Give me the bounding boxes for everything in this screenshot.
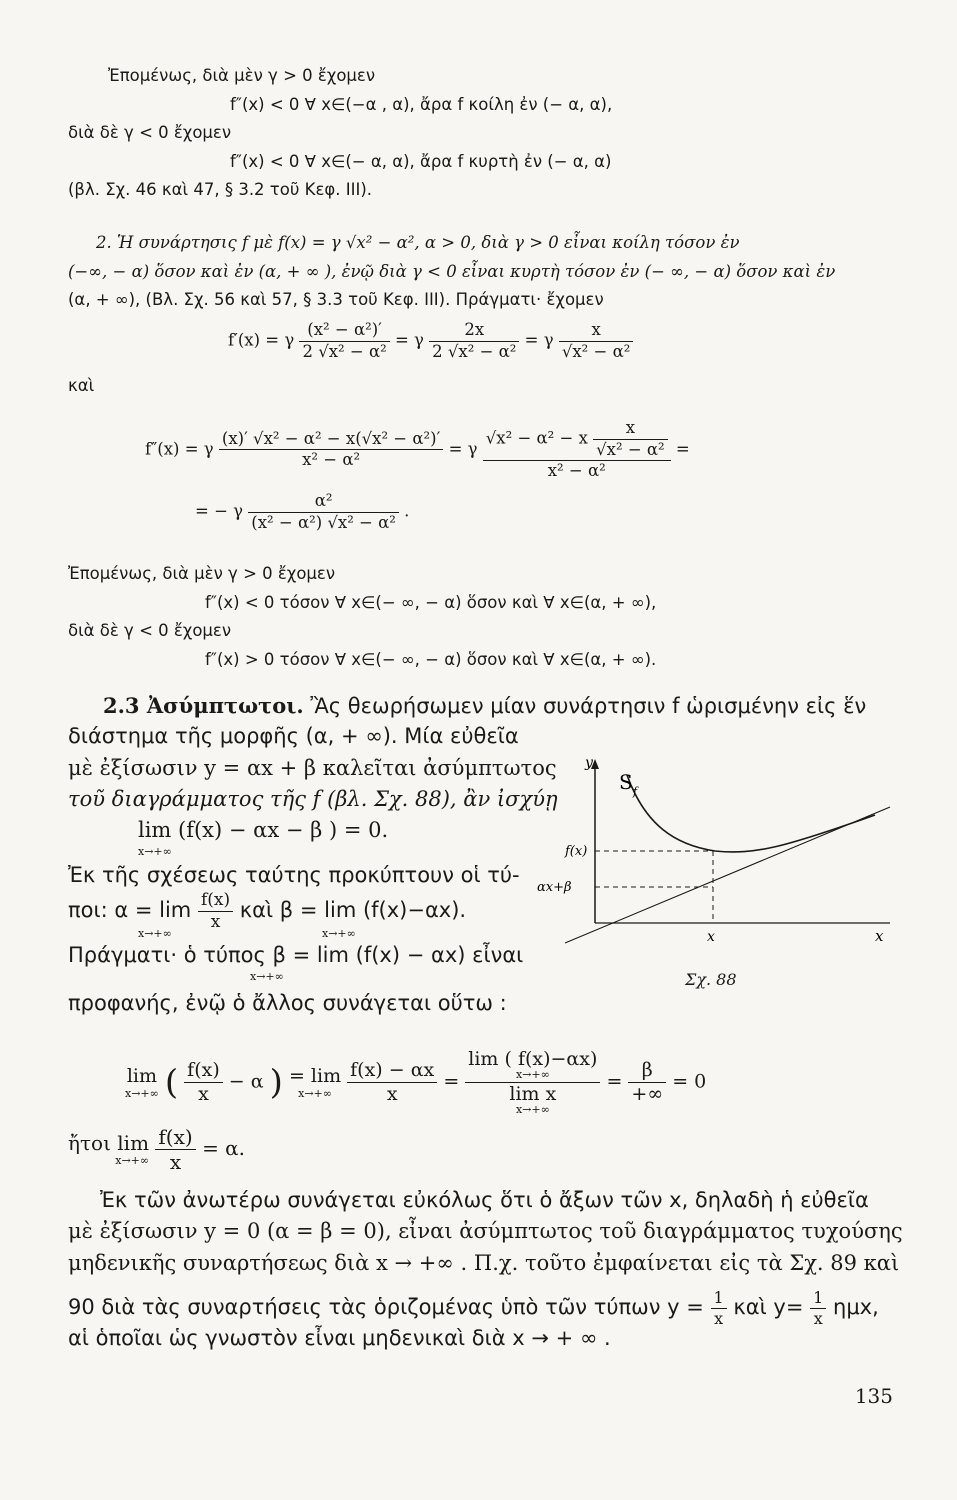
formula-line — [68, 1290, 879, 1327]
equation-second-derivative — [145, 420, 690, 480]
fraction-denominator: (x² − α²) √x² − α² — [251, 512, 396, 532]
text-line: (−∞, − α) ὅσον καὶ ἐν (α, + ∞ ), ἐνῷ διὰ γ < 0 εἶναι κυρτὴ τόσον ἐν (− ∞, − α) ὅσον καὶ ἐν — [68, 262, 836, 281]
fraction — [711, 1290, 727, 1327]
equation-limit-derivation — [125, 1050, 706, 1115]
eq-end: . — [404, 501, 410, 521]
lim-word: = lim — [288, 1064, 342, 1087]
limit — [288, 1064, 342, 1100]
fraction-denominator: x — [210, 912, 221, 932]
fraction-numerator: β — [628, 1061, 666, 1083]
equals: = — [606, 1070, 623, 1093]
section-first-line — [103, 695, 866, 717]
eq-lhs: f″(x) = γ — [145, 439, 214, 459]
fraction-denominator: +∞ — [631, 1083, 664, 1105]
text-line: (βλ. Σχ. 46 καὶ 47, § 3.2 τοῦ Κεφ. ΙΙΙ). — [68, 180, 373, 199]
limit — [68, 1133, 149, 1166]
fraction-numerator: f(x) − αx — [347, 1061, 437, 1083]
fraction-numerator: f(x) — [155, 1127, 195, 1150]
fraction — [559, 322, 634, 360]
fraction — [483, 420, 671, 480]
function-curve — [627, 775, 875, 852]
text-line: (α, + ∞), (Βλ. Σχ. 56 καὶ 57, § 3.3 τοῦ Κεφ. ΙΙΙ). Πράγματι· ἔχομεν — [68, 290, 604, 309]
fx-label: f(x) — [565, 844, 588, 859]
fraction-denominator: x² − α² — [547, 461, 606, 480]
y-label: y — [585, 755, 593, 771]
text-line: Ἐκ τῶν ἀνωτέρω συνάγεται εὐκόλως ὅτι ὁ ἄξων τῶν x, δηλαδὴ ἡ εὐθεῖα — [100, 1188, 869, 1212]
fraction-numerator — [483, 420, 671, 461]
limit — [125, 1064, 159, 1100]
fraction-numerator: x — [559, 322, 634, 342]
equation-alpha-limit — [68, 1127, 245, 1172]
numerator-part: √x² − α² − x — [485, 428, 588, 448]
text-span: 90 διὰ τὰς συναρτήσεις τὰς ὁριζομένας ὑπὸ τῶν τύπων y = — [68, 1295, 704, 1319]
sf-sub-label: f — [633, 785, 638, 798]
fraction-denominator: √x² − α² — [596, 439, 665, 459]
fraction — [347, 1061, 437, 1104]
text-line: τοῦ διαγράμματος τῆς f (βλ. Σχ. 88), ἂν ἰσχύῃ — [68, 787, 558, 811]
sf-label: S — [619, 770, 633, 794]
lim-sub: x→+∞ — [125, 1086, 159, 1100]
text-line: διὰ δὲ γ < 0 ἔχομεν — [68, 621, 232, 640]
eq-mid: = γ — [448, 439, 478, 459]
equals: = — [443, 1070, 460, 1093]
fraction — [465, 1050, 600, 1115]
equation-second-derivative-result — [195, 493, 409, 531]
fraction — [219, 428, 443, 470]
fraction-numerator: (x)′ √x² − α² − x(√x² − α²)′ — [219, 431, 443, 451]
limit-subscript: x→+∞ — [250, 970, 284, 983]
text-line: διάστημα τῆς μορφῆς (α, + ∞). Μία εὐθεῖα — [68, 724, 519, 748]
eq-lhs: f′(x) = γ — [228, 330, 295, 350]
eq-lhs: = − γ — [195, 501, 244, 521]
eq-end: = — [675, 439, 690, 459]
equation-first-derivative — [228, 322, 633, 360]
fraction — [429, 322, 519, 360]
figure-caption: Σχ. 88 — [685, 970, 737, 989]
fraction-numerator: α² — [248, 493, 399, 513]
eq-mid: = γ — [524, 330, 554, 350]
text-line: καὶ — [68, 376, 95, 395]
text-line: Ἐπομένως, διὰ μὲν γ > 0 ἔχομεν — [108, 66, 376, 85]
fraction — [198, 892, 233, 931]
fraction-numerator: f(x) — [184, 1061, 223, 1083]
text-line: f″(x) > 0 τόσον ∀ x∈(− ∞, − α) ὅσον καὶ ∀ x∈(α, + ∞). — [205, 650, 657, 669]
paren-close: ) — [269, 1062, 283, 1103]
text-line: f″(x) < 0 ∀ x∈(−α , α), ἄρα f κοίλη ἐν (− α, α), — [230, 95, 613, 114]
fraction-numerator: f(x) — [198, 892, 233, 912]
fraction — [299, 322, 389, 360]
fraction — [810, 1290, 826, 1327]
text-line: Ἐπομένως, διὰ μὲν γ > 0 ἔχομεν — [68, 564, 336, 583]
text-line: μὲ ἐξίσωσιν y = 0 (α = β = 0), εἶναι ἀσύμπτωτος τοῦ διαγράμματος τυχούσης — [68, 1219, 903, 1243]
text-span: − α — [228, 1070, 264, 1093]
text-span: lim ( f(x)−αx) — [468, 1048, 598, 1070]
fraction — [248, 493, 399, 531]
text-span: = α. — [202, 1136, 246, 1160]
lim-sub: x→+∞ — [515, 1068, 550, 1081]
limit-subscript: x→+∞ — [138, 927, 172, 940]
limit-subscript: x→+∞ — [322, 927, 356, 940]
figure-88 — [535, 755, 905, 955]
fraction-denominator: x — [198, 1083, 209, 1105]
lim-word: lim — [126, 1064, 157, 1087]
fraction — [628, 1061, 666, 1104]
text-span: καὶ β = lim (f(x)−αx). — [239, 898, 467, 922]
page-number: 135 — [854, 1384, 893, 1408]
lim-sub: x→+∞ — [115, 1154, 150, 1167]
text-line: f″(x) < 0 τόσον ∀ x∈(− ∞, − α) ὅσον καὶ ∀ x∈(α, + ∞), — [205, 593, 657, 612]
text-span: ποι: α = lim — [68, 898, 192, 922]
fraction-denominator: √x² − α² — [561, 341, 631, 361]
fraction-numerator — [465, 1050, 600, 1083]
text-span: ημx, — [833, 1295, 879, 1319]
lim-sub: x→+∞ — [298, 1086, 332, 1100]
lim-sub: x→+∞ — [515, 1103, 550, 1116]
fraction — [184, 1061, 223, 1104]
eq-mid: = γ — [394, 330, 424, 350]
text-line: f″(x) < 0 ∀ x∈(− α, α), ἄρα f κυρτὴ ἐν (− α, α) — [230, 152, 612, 171]
text-line: 2. Ἡ συνάρτησις f μὲ f(x) = γ √x² − α², α > 0, διὰ γ > 0 εἶναι κοίλη τόσον ἐν — [96, 233, 740, 252]
x-axis-label: x — [875, 927, 884, 945]
fraction-numerator: (x² − α²)′ — [299, 322, 389, 342]
fraction-denominator: x — [169, 1150, 182, 1174]
axb-label: αx+β — [537, 880, 572, 895]
text-span: lim x — [509, 1083, 557, 1105]
text-span: Ἂς θεωρήσωμεν μίαν συνάρτησιν f ὡρισμένην εἰς ἕν — [310, 694, 867, 718]
text-line: Πράγματι· ὁ τύπος β = lim (f(x) − αx) εἶναι — [68, 943, 524, 967]
lim-word: ἤτοι lim — [68, 1131, 150, 1155]
fraction — [155, 1127, 195, 1172]
text-line: αἱ ὁποῖαι ὡς γνωστὸν εἶναι μηδενικαὶ διὰ x → + ∞ . — [68, 1326, 611, 1350]
fraction-numerator: x — [593, 420, 668, 440]
fraction-denominator: 2 √x² − α² — [302, 341, 387, 361]
fraction-denominator: x — [813, 1309, 823, 1328]
fraction-numerator: 1 — [711, 1290, 727, 1309]
text-line: μὲ ἐξίσωσιν y = αx + β καλεῖται ἀσύμπτωτος — [68, 756, 557, 780]
fraction-denominator — [465, 1083, 600, 1115]
fraction-numerator: 1 — [810, 1290, 826, 1309]
nested-fraction — [593, 420, 668, 458]
formula-line — [68, 892, 466, 931]
x-tick-label: x — [707, 929, 715, 945]
fraction-numerator: 2x — [429, 322, 519, 342]
text-line: Ἐκ τῆς σχέσεως ταύτης προκύπτουν οἱ τύ- — [68, 863, 520, 887]
text-line: μηδενικῆς συναρτήσεως διὰ x → +∞ . Π.χ. τοῦτο ἐμφαίνεται εἰς τὰ Σχ. 89 καὶ — [68, 1251, 900, 1275]
fraction-denominator: 2 √x² − α² — [432, 341, 517, 361]
fraction-denominator: x — [386, 1083, 398, 1105]
text-line: προφανής, ἐνῷ ὁ ἄλλος συνάγεται οὕτω : — [68, 991, 507, 1015]
eq-result: = 0 — [672, 1070, 707, 1093]
paren-open: ( — [164, 1062, 179, 1103]
fraction-denominator: x — [714, 1309, 724, 1328]
text-line: διὰ δὲ γ < 0 ἔχομεν — [68, 123, 232, 142]
text-span: καὶ y= — [733, 1295, 804, 1319]
limit-subscript: x→+∞ — [138, 845, 172, 858]
fraction-denominator: x² − α² — [302, 450, 361, 470]
limit-expression: lim (f(x) − αx − β ) = 0. — [138, 818, 389, 842]
section-heading: 2.3 Ἀσύμπτωτοι. — [103, 693, 304, 718]
